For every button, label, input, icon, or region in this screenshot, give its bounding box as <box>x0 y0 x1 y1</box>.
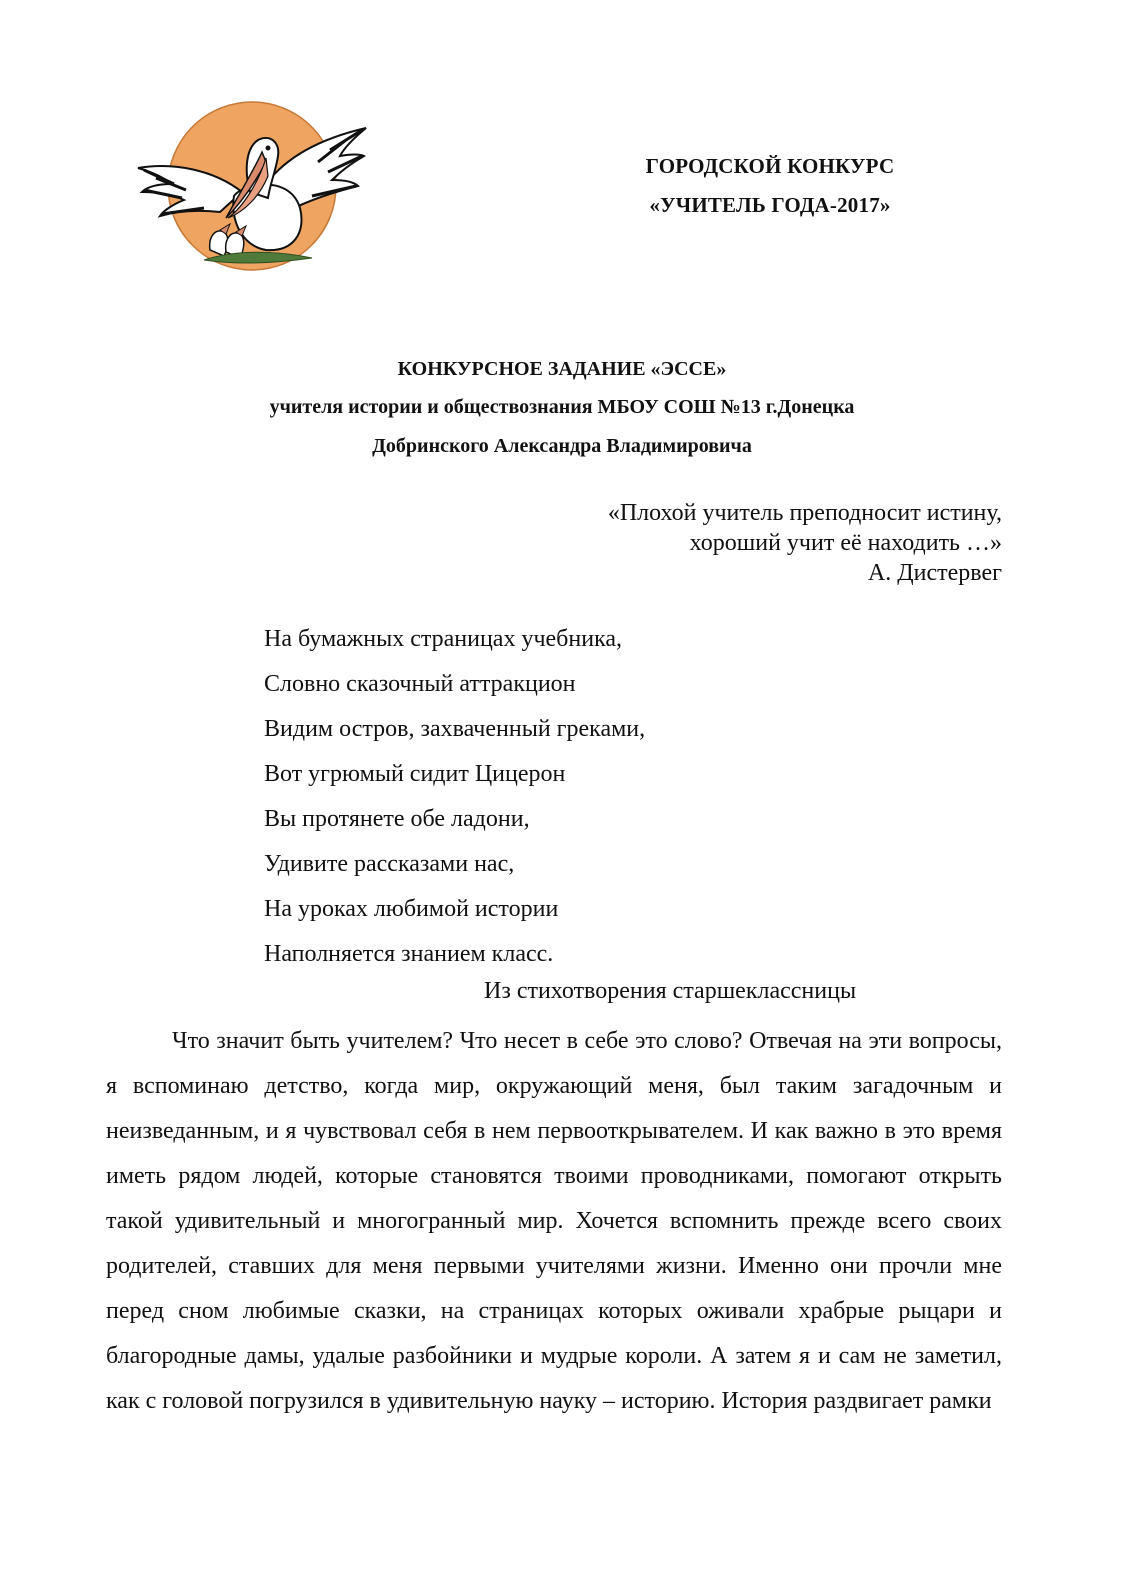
contest-subtitle: «УЧИТЕЛЬ ГОДА-2017» <box>649 193 891 217</box>
poem-line: Видим остров, захваченный греками, <box>264 716 646 742</box>
author-name: Добринского Александра Владимировича <box>372 435 752 457</box>
poem-line: Удивите рассказами нас, <box>264 851 515 877</box>
poem <box>264 617 645 977</box>
poem-line: На уроках любимой истории <box>264 896 559 922</box>
contest-title: ГОРОДСКОЙ КОНКУРС <box>645 154 895 178</box>
poem-line: Вот угрюмый сидит Цицерон <box>264 761 566 787</box>
poem-line: Словно сказочный аттракцион <box>264 671 576 697</box>
epigraph-line: «Плохой учитель преподносит истину, <box>607 500 1002 526</box>
task-title: КОНКУРСНОЕ ЗАДАНИЕ «ЭССЕ» <box>397 358 727 380</box>
poem-line: Наполняется знанием класс. <box>264 941 554 967</box>
poem-source: Из стихотворения старшеклассницы <box>484 978 857 1004</box>
author-position: учителя истории и обществознания МБОУ СОШ №13 г.Донецка <box>269 396 855 418</box>
poem-line: Вы протянете обе ладони, <box>264 806 530 832</box>
epigraph-author: А. Дистервег <box>867 560 1002 586</box>
poem-line: На бумажных страницах учебника, <box>264 626 623 652</box>
pelican-emblem-icon <box>134 100 370 272</box>
epigraph-line: хороший учит её находить …» <box>689 530 1002 556</box>
epigraph <box>608 498 1002 588</box>
essay-paragraph: Что значит быть учителем? Что несет в себе это слово? Отвечая на эти вопросы, я вспоминаю детство, когда мир, окружающий меня, был таким загадочным и неизведанным, и я чувствовал себя в нем первооткрывателем. И как важно в это время иметь рядом людей, которые становятся твоими проводниками, помогают открыть такой удивительный и многогранный мир. Хочется вспомнить прежде всего своих родителей, ставших для меня первыми учителями жизни. Именно они прочли мне перед сном любимые сказки, на страницах которых оживали храбрые рыцари и благородные дамы, удалые разбойники и мудрые короли. А затем я и сам не заметил, как с головой погрузился в удивительную науку – историю. История раздвигает рамки <box>106 1028 1002 1414</box>
